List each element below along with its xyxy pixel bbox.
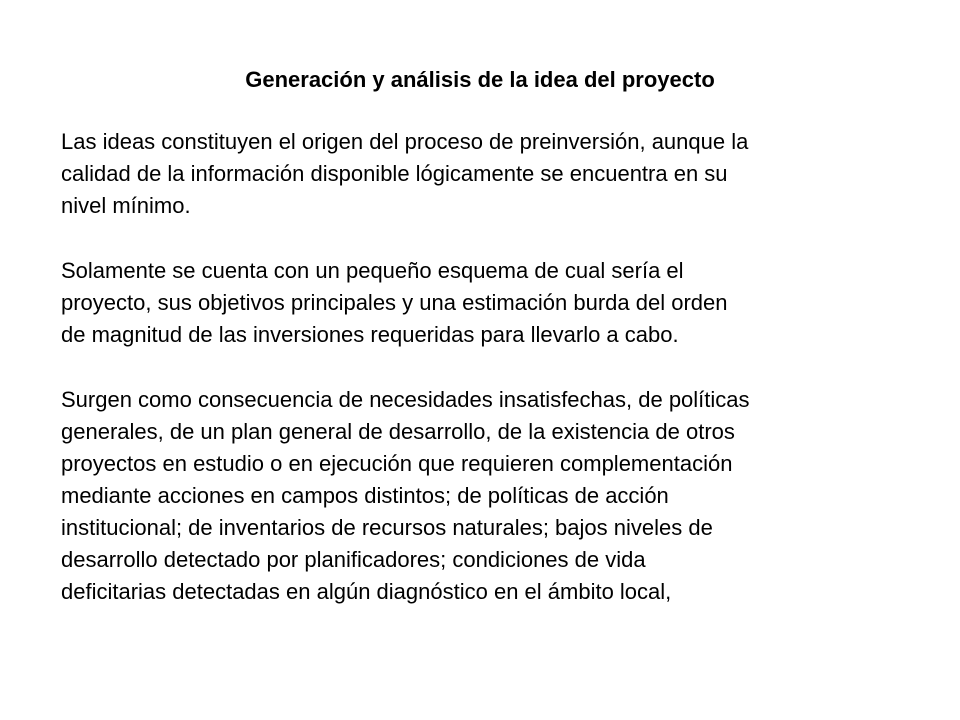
paragraph-line: nivel mínimo. <box>61 193 191 218</box>
paragraph-project-scheme <box>61 255 921 351</box>
paragraph-line: generales, de un plan general de desarrollo, de la existencia de otros <box>61 419 735 444</box>
paragraph-line: Solamente se cuenta con un pequeño esquema de cual sería el <box>61 258 684 283</box>
slide-title: Generación y análisis de la idea del proyecto <box>245 67 715 92</box>
paragraph-line: proyectos en estudio o en ejecución que requieren complementación <box>61 451 733 476</box>
paragraph-line: institucional; de inventarios de recursos naturales; bajos niveles de <box>61 515 713 540</box>
paragraph-line: proyecto, sus objetivos principales y una estimación burda del orden <box>61 290 728 315</box>
paragraph-line: deficitarias detectadas en algún diagnóstico en el ámbito local, <box>61 579 672 604</box>
paragraph-line: desarrollo detectado por planificadores; condiciones de vida <box>61 547 646 572</box>
paragraph-line: Surgen como consecuencia de necesidades insatisfechas, de políticas <box>61 387 750 412</box>
paragraph-line: de magnitud de las inversiones requeridas para llevarlo a cabo. <box>61 322 679 347</box>
paragraph-line: calidad de la información disponible lógicamente se encuentra en su <box>61 161 728 186</box>
paragraph-ideas-origin <box>61 126 921 222</box>
paragraph-line: Las ideas constituyen el origen del proceso de preinversión, aunque la <box>61 129 749 154</box>
paragraph-idea-sources <box>61 384 921 608</box>
paragraph-line: mediante acciones en campos distintos; de políticas de acción <box>61 483 669 508</box>
